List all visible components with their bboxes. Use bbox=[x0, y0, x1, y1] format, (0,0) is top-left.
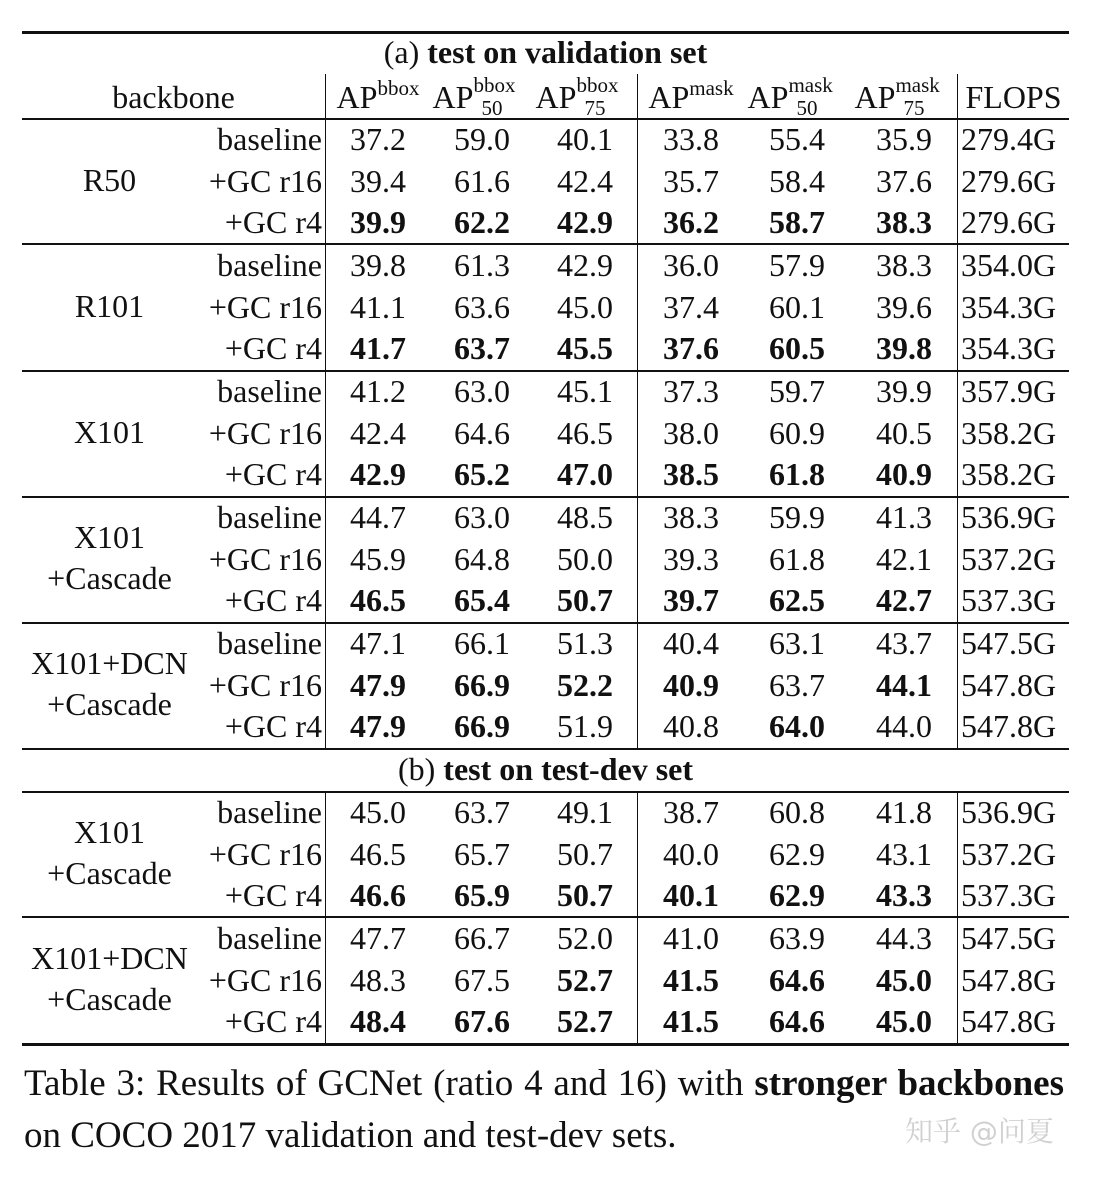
flops-cell: 547.8G bbox=[961, 961, 1057, 998]
table-cell: 39.9 bbox=[876, 373, 932, 409]
flops-cell: 354.3G bbox=[961, 288, 1057, 325]
method-label: +GC r4 bbox=[224, 1003, 322, 1039]
table-cell: 64.0 bbox=[769, 708, 825, 744]
table-cell: 35.9 bbox=[876, 121, 932, 157]
table-cell: 45.5 bbox=[557, 330, 613, 366]
table-cell: 42.9 bbox=[557, 204, 613, 240]
backbone-label bbox=[22, 160, 197, 201]
col-divider bbox=[957, 74, 958, 748]
table-cell: 39.6 bbox=[876, 288, 932, 325]
method-label: baseline bbox=[217, 625, 322, 661]
header-col bbox=[533, 73, 637, 121]
backbone-label bbox=[22, 643, 197, 725]
table-cell: 40.9 bbox=[663, 666, 719, 703]
table-cell: 64.8 bbox=[454, 540, 510, 577]
table-cell: 43.1 bbox=[876, 835, 932, 872]
table-cell: 41.1 bbox=[350, 288, 406, 325]
rule bbox=[22, 748, 1069, 750]
table-cell: 41.5 bbox=[663, 961, 719, 998]
header-col bbox=[852, 73, 956, 121]
flops-cell: 354.0G bbox=[961, 247, 1057, 283]
flops-cell: 547.8G bbox=[961, 1003, 1057, 1039]
header-col bbox=[639, 77, 743, 121]
table-cell: 46.5 bbox=[350, 835, 406, 872]
method-label: +GC r4 bbox=[224, 456, 322, 492]
table-cell: 44.3 bbox=[876, 920, 932, 956]
col-divider bbox=[637, 791, 638, 1044]
col-divider bbox=[637, 74, 638, 748]
table-cell: 64.6 bbox=[769, 961, 825, 998]
header-ap: AP bbox=[535, 79, 577, 115]
header-backbone: backbone bbox=[112, 79, 235, 115]
table-cell: 66.9 bbox=[454, 666, 510, 703]
rule bbox=[22, 496, 1069, 498]
table-cell: 63.7 bbox=[769, 666, 825, 703]
table-cell: 57.9 bbox=[769, 247, 825, 283]
method-label: +GC r16 bbox=[208, 835, 322, 872]
table-cell: 36.2 bbox=[663, 204, 719, 240]
table-cell: 51.9 bbox=[557, 708, 613, 744]
section-a-title bbox=[22, 34, 1069, 70]
table-cell: 37.2 bbox=[350, 121, 406, 157]
header-col bbox=[430, 73, 534, 121]
flops-cell: 547.5G bbox=[961, 920, 1057, 956]
table-cell: 41.2 bbox=[350, 373, 406, 409]
table-cell: 64.6 bbox=[769, 1003, 825, 1039]
table-cell: 42.4 bbox=[350, 414, 406, 451]
table-cell: 40.9 bbox=[876, 456, 932, 492]
table-cell: 45.1 bbox=[557, 373, 613, 409]
table-cell: 37.4 bbox=[663, 288, 719, 325]
backbone-line: R101 bbox=[74, 287, 145, 324]
table-cell: 48.3 bbox=[350, 961, 406, 998]
method-label: baseline bbox=[217, 499, 322, 535]
method-label: +GC r16 bbox=[208, 414, 322, 451]
table-cell: 67.5 bbox=[454, 961, 510, 998]
header-sup: mask bbox=[689, 76, 734, 100]
table-cell: 38.7 bbox=[663, 794, 719, 830]
backbone-label bbox=[22, 938, 197, 1020]
rule bbox=[22, 622, 1069, 624]
backbone-line: X101 bbox=[73, 413, 146, 450]
table-cell: 39.4 bbox=[350, 162, 406, 199]
method-label: +GC r16 bbox=[208, 961, 322, 998]
table-cell: 44.1 bbox=[876, 666, 932, 703]
header-sup: bbox bbox=[576, 73, 619, 97]
table-cell: 41.5 bbox=[663, 1003, 719, 1039]
table-cell: 50.0 bbox=[557, 540, 613, 577]
table-cell: 63.0 bbox=[454, 373, 510, 409]
caption-text: on COCO 2017 validation and test-dev sets. bbox=[24, 1115, 677, 1156]
flops-cell: 547.5G bbox=[961, 625, 1057, 661]
backbone-line: +Cascade bbox=[47, 981, 172, 1017]
method-label: +GC r4 bbox=[224, 582, 322, 618]
table-cell: 52.2 bbox=[557, 666, 613, 703]
flops-cell: 358.2G bbox=[961, 456, 1057, 492]
table-cell: 59.0 bbox=[454, 121, 510, 157]
table-cell: 49.1 bbox=[557, 794, 613, 830]
rule bbox=[22, 370, 1069, 372]
flops-cell: 354.3G bbox=[961, 330, 1057, 366]
backbone-line: +Cascade bbox=[47, 560, 172, 596]
backbone-label bbox=[22, 286, 197, 327]
method-label: +GC r4 bbox=[224, 877, 322, 913]
table-cell: 38.3 bbox=[876, 247, 932, 283]
table-cell: 60.1 bbox=[769, 288, 825, 325]
header-ap: AP bbox=[336, 79, 378, 115]
table-cell: 46.6 bbox=[350, 877, 406, 913]
rule bbox=[22, 791, 1069, 793]
table-cell: 45.9 bbox=[350, 540, 406, 577]
backbone-line: X101+DCN bbox=[31, 940, 188, 976]
flops-cell: 547.8G bbox=[961, 666, 1057, 703]
table-cell: 47.1 bbox=[350, 625, 406, 661]
table-cell: 45.0 bbox=[876, 1003, 932, 1039]
table-cell: 58.4 bbox=[769, 162, 825, 199]
flops-cell: 547.8G bbox=[961, 708, 1057, 744]
table-cell: 62.5 bbox=[769, 582, 825, 618]
table-cell: 38.3 bbox=[663, 499, 719, 535]
table-cell: 39.9 bbox=[350, 204, 406, 240]
rule bbox=[22, 916, 1069, 918]
flops-cell: 537.3G bbox=[961, 877, 1057, 913]
table-cell: 39.7 bbox=[663, 582, 719, 618]
rule bbox=[22, 243, 1069, 245]
table-cell: 60.5 bbox=[769, 330, 825, 366]
table-cell: 66.9 bbox=[454, 708, 510, 744]
table-cell: 58.7 bbox=[769, 204, 825, 240]
header-script bbox=[473, 73, 531, 120]
method-label: +GC r4 bbox=[224, 708, 322, 744]
method-label: baseline bbox=[217, 920, 322, 956]
table-cell: 47.7 bbox=[350, 920, 406, 956]
table-cell: 36.0 bbox=[663, 247, 719, 283]
table-cell: 39.8 bbox=[350, 247, 406, 283]
table-cell: 47.9 bbox=[350, 666, 406, 703]
header-col bbox=[745, 73, 849, 121]
table-cell: 63.7 bbox=[454, 330, 510, 366]
header-col bbox=[326, 77, 430, 121]
table-cell: 61.8 bbox=[769, 540, 825, 577]
method-label: baseline bbox=[217, 121, 322, 157]
table-cell: 44.0 bbox=[876, 708, 932, 744]
backbone-line: X101 bbox=[73, 519, 146, 555]
section-title: test on validation set bbox=[427, 34, 708, 70]
table-cell: 61.3 bbox=[454, 247, 510, 283]
table-cell: 61.8 bbox=[769, 456, 825, 492]
table-cell: 62.9 bbox=[769, 835, 825, 872]
table-cell: 47.0 bbox=[557, 456, 613, 492]
flops-cell: 279.6G bbox=[961, 204, 1057, 240]
table-cell: 63.1 bbox=[769, 625, 825, 661]
table-cell: 64.6 bbox=[454, 414, 510, 451]
table-cell: 42.4 bbox=[557, 162, 613, 199]
header-sub: 50 bbox=[796, 96, 818, 120]
header-sup: bbox bbox=[377, 76, 420, 100]
table-cell: 38.0 bbox=[663, 414, 719, 451]
header-ap: AP bbox=[854, 79, 896, 115]
bottom-rule bbox=[22, 1043, 1069, 1046]
table-cell: 62.2 bbox=[454, 204, 510, 240]
backbone-line: R50 bbox=[82, 161, 137, 198]
table-cell: 41.3 bbox=[876, 499, 932, 535]
table-cell: 42.9 bbox=[350, 456, 406, 492]
table-cell: 65.7 bbox=[454, 835, 510, 872]
table-cell: 47.9 bbox=[350, 708, 406, 744]
table-cell: 41.8 bbox=[876, 794, 932, 830]
method-label: +GC r16 bbox=[208, 162, 322, 199]
watermark: 知乎 @问夏 bbox=[905, 1115, 1054, 1148]
backbone-label bbox=[22, 812, 197, 894]
header-sub: 75 bbox=[584, 96, 606, 120]
table-cell: 33.8 bbox=[663, 121, 719, 157]
table-cell: 37.6 bbox=[876, 162, 932, 199]
method-label: baseline bbox=[217, 373, 322, 409]
table-cell: 60.9 bbox=[769, 414, 825, 451]
method-label: +GC r4 bbox=[224, 330, 322, 366]
table-cell: 48.4 bbox=[350, 1003, 406, 1039]
table-cell: 48.5 bbox=[557, 499, 613, 535]
flops-cell: 537.3G bbox=[961, 582, 1057, 618]
header-flops: FLOPS bbox=[965, 79, 1062, 115]
table-cell: 62.9 bbox=[769, 877, 825, 913]
caption-text: Table 3: Results of GCNet (ratio 4 and 16) with bbox=[24, 1063, 755, 1104]
table-cell: 52.7 bbox=[557, 961, 613, 998]
table-cell: 50.7 bbox=[557, 877, 613, 913]
table-cell: 35.7 bbox=[663, 162, 719, 199]
header-script bbox=[788, 73, 846, 120]
table-cell: 40.0 bbox=[663, 835, 719, 872]
table-cell: 65.2 bbox=[454, 456, 510, 492]
method-label: baseline bbox=[217, 794, 322, 830]
flops-cell: 537.2G bbox=[961, 540, 1057, 577]
backbone-line: X101+DCN bbox=[31, 645, 188, 681]
header-ap: AP bbox=[747, 79, 789, 115]
table-cell: 55.4 bbox=[769, 121, 825, 157]
table-cell: 60.8 bbox=[769, 794, 825, 830]
backbone-label bbox=[22, 517, 197, 599]
table-cell: 42.9 bbox=[557, 247, 613, 283]
table-cell: 40.5 bbox=[876, 414, 932, 451]
section-b-title bbox=[22, 751, 1069, 787]
table-cell: 65.4 bbox=[454, 582, 510, 618]
table-cell: 41.7 bbox=[350, 330, 406, 366]
section-prefix: (b) bbox=[397, 751, 436, 787]
backbone-line: +Cascade bbox=[47, 855, 172, 891]
backbone-label bbox=[22, 412, 197, 453]
table-cell: 43.7 bbox=[876, 625, 932, 661]
backbone-line: +Cascade bbox=[47, 686, 172, 722]
table-cell: 59.7 bbox=[769, 373, 825, 409]
table-cell: 45.0 bbox=[876, 961, 932, 998]
flops-cell: 537.2G bbox=[961, 835, 1057, 872]
table-cell: 67.6 bbox=[454, 1003, 510, 1039]
table-cell: 63.6 bbox=[454, 288, 510, 325]
table-cell: 40.1 bbox=[557, 121, 613, 157]
table-cell: 40.4 bbox=[663, 625, 719, 661]
method-label: +GC r16 bbox=[208, 666, 322, 703]
table-cell: 63.0 bbox=[454, 499, 510, 535]
table-cell: 61.6 bbox=[454, 162, 510, 199]
table-cell: 50.7 bbox=[557, 582, 613, 618]
table-cell: 43.3 bbox=[876, 877, 932, 913]
table-cell: 59.9 bbox=[769, 499, 825, 535]
table-cell: 45.0 bbox=[350, 794, 406, 830]
table-cell: 44.7 bbox=[350, 499, 406, 535]
table-cell: 39.8 bbox=[876, 330, 932, 366]
table-cell: 63.7 bbox=[454, 794, 510, 830]
header-sup: mask bbox=[788, 73, 833, 97]
header-sub: 50 bbox=[481, 96, 503, 120]
flops-cell: 536.9G bbox=[961, 794, 1057, 830]
header-sup: mask bbox=[895, 73, 940, 97]
header-ap: AP bbox=[648, 79, 690, 115]
table-cell: 63.9 bbox=[769, 920, 825, 956]
table-cell: 46.5 bbox=[557, 414, 613, 451]
table-cell: 65.9 bbox=[454, 877, 510, 913]
header-sup: bbox bbox=[473, 73, 516, 97]
table-cell: 39.3 bbox=[663, 540, 719, 577]
method-label: +GC r16 bbox=[208, 288, 322, 325]
table-cell: 42.1 bbox=[876, 540, 932, 577]
header-ap: AP bbox=[432, 79, 474, 115]
header-script bbox=[895, 73, 953, 120]
table-cell: 41.0 bbox=[663, 920, 719, 956]
section-prefix: (a) bbox=[383, 34, 420, 70]
table-cell: 66.1 bbox=[454, 625, 510, 661]
table-cell: 37.6 bbox=[663, 330, 719, 366]
table-cell: 51.3 bbox=[557, 625, 613, 661]
table-cell: 38.5 bbox=[663, 456, 719, 492]
table-cell: 40.1 bbox=[663, 877, 719, 913]
table-cell: 46.5 bbox=[350, 582, 406, 618]
table-cell: 52.7 bbox=[557, 1003, 613, 1039]
flops-cell: 357.9G bbox=[961, 373, 1057, 409]
table-cell: 38.3 bbox=[876, 204, 932, 240]
header-sub: 75 bbox=[903, 96, 925, 120]
header-script bbox=[576, 73, 634, 120]
flops-cell: 358.2G bbox=[961, 414, 1057, 451]
flops-cell: 279.6G bbox=[961, 162, 1057, 199]
flops-cell: 279.4G bbox=[961, 121, 1057, 157]
table-cell: 45.0 bbox=[557, 288, 613, 325]
section-title: test on test-dev set bbox=[443, 751, 693, 787]
col-divider bbox=[957, 791, 958, 1044]
table-cell: 50.7 bbox=[557, 835, 613, 872]
table-cell: 66.7 bbox=[454, 920, 510, 956]
table-cell: 37.3 bbox=[663, 373, 719, 409]
method-label: +GC r4 bbox=[224, 204, 322, 240]
caption-bold-text: stronger backbones bbox=[754, 1063, 1064, 1104]
backbone-line: X101 bbox=[73, 814, 146, 850]
table-cell: 40.8 bbox=[663, 708, 719, 744]
flops-cell: 536.9G bbox=[961, 499, 1057, 535]
method-label: baseline bbox=[217, 247, 322, 283]
method-label: +GC r16 bbox=[208, 540, 322, 577]
table-cell: 52.0 bbox=[557, 920, 613, 956]
table-cell: 42.7 bbox=[876, 582, 932, 618]
